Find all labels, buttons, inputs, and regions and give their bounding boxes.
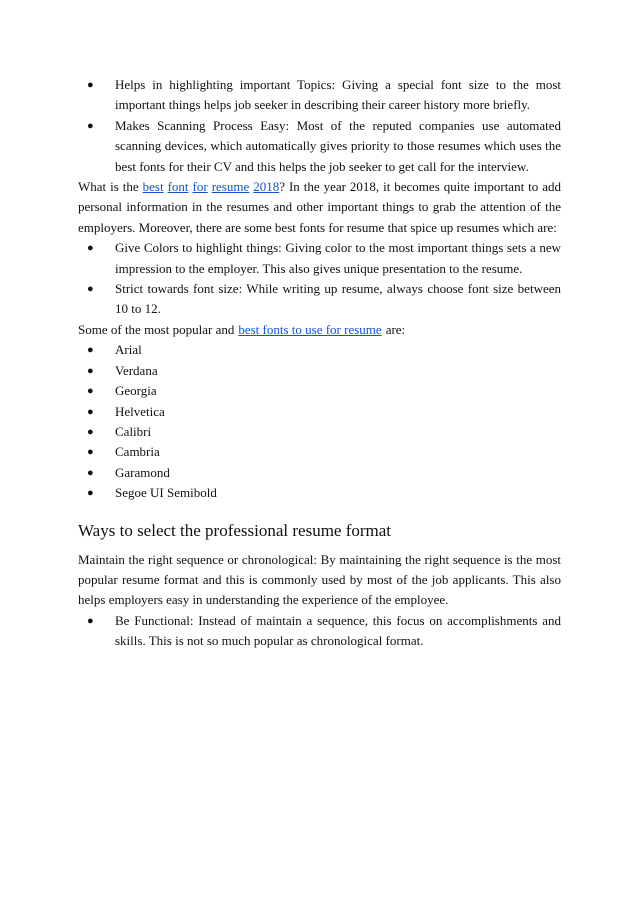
bullet-icon: ● [87, 446, 94, 459]
paragraph-prefix: What is the [78, 179, 139, 195]
paragraph-sequence: Maintain the right sequence or chronological: By maintaining the right sequence is the most popular resume format and this is commonly used by most of the job applicants. This also helps employers easy in understanding the experience of the employee. [78, 551, 561, 608]
list-item [78, 238, 561, 279]
list-item [78, 116, 561, 177]
list-item [78, 381, 561, 401]
list-item [78, 402, 561, 422]
bullet-list-bottom [78, 611, 561, 652]
bullet-icon: ● [87, 364, 94, 377]
link-resume[interactable]: resume [211, 179, 250, 195]
bullet-icon: ● [87, 405, 94, 418]
font-name: Segoe UI Semibold [115, 485, 217, 501]
bullet-icon: ● [87, 79, 94, 91]
font-name: Arial [115, 342, 142, 358]
list-item [78, 611, 561, 652]
list-item [78, 361, 561, 381]
bullet-icon: ● [87, 466, 94, 479]
font-name: Verdana [115, 362, 158, 378]
font-name: Calibri [115, 423, 152, 439]
bullet-icon: ● [87, 614, 94, 627]
paragraph-suffix: are: [385, 321, 406, 337]
bullet-icon: ● [87, 487, 94, 500]
bullet-list-mid [78, 238, 561, 320]
list-item [78, 442, 561, 462]
list-item [78, 75, 561, 116]
list-item-text: Helps in highlighting important Topics: Giving a special font size to the most important things helps job seeker in describing their career history more briefly. [115, 77, 561, 113]
font-name: Garamond [115, 464, 170, 480]
bullet-list-top [78, 75, 561, 177]
list-item-text: Give Colors to highlight things: Giving color to the most important things sets a new impression to the employer. This also gives unique presentation to the resume. [115, 240, 561, 276]
link-2018[interactable]: 2018 [253, 179, 280, 195]
section-heading: Ways to select the professional resume format [78, 520, 392, 540]
paragraph-popular-fonts [78, 320, 561, 340]
document-content [78, 75, 561, 652]
list-item [78, 483, 561, 503]
link-font[interactable]: font [167, 179, 189, 195]
list-item-text: Makes Scanning Process Easy: Most of the reputed companies use automated scanning devices, which automatically gives priority to those resumes which uses the best fonts for their CV and this helps the job seeker to get call for the interview. [115, 117, 561, 174]
paragraph-suffix: ? In the year 2018, it becomes quite important to add personal information in the resumes and other important things to grab the attention of the employers. Moreover, there are some best fonts for resume that spice up resumes which are: [78, 179, 561, 235]
list-item [78, 422, 561, 442]
bullet-icon: ● [87, 242, 94, 255]
bullet-icon: ● [87, 283, 94, 296]
list-item [78, 279, 561, 320]
font-name: Cambria [115, 444, 160, 460]
font-list [78, 340, 561, 503]
paragraph-best-font [78, 177, 561, 238]
bullet-icon: ● [87, 425, 94, 438]
link-best-fonts-for-resume[interactable]: best fonts to use for resume [238, 321, 382, 337]
list-item [78, 340, 561, 360]
list-item-text: Be Functional: Instead of maintain a sequence, this focus on accomplishments and skills. This is not so much popular as chronological format. [115, 612, 561, 649]
list-item [78, 463, 561, 483]
paragraph-prefix: Some of the most popular and [78, 321, 235, 337]
link-best[interactable]: best [142, 179, 164, 195]
font-name: Helvetica [115, 403, 165, 419]
link-for[interactable]: for [192, 179, 208, 195]
list-item-text: Strict towards font size: While writing up resume, always choose font size between 10 to 12. [115, 281, 561, 317]
bullet-icon: ● [87, 119, 94, 132]
font-name: Georgia [115, 383, 157, 399]
bullet-icon: ● [87, 344, 94, 357]
bullet-icon: ● [87, 385, 94, 398]
